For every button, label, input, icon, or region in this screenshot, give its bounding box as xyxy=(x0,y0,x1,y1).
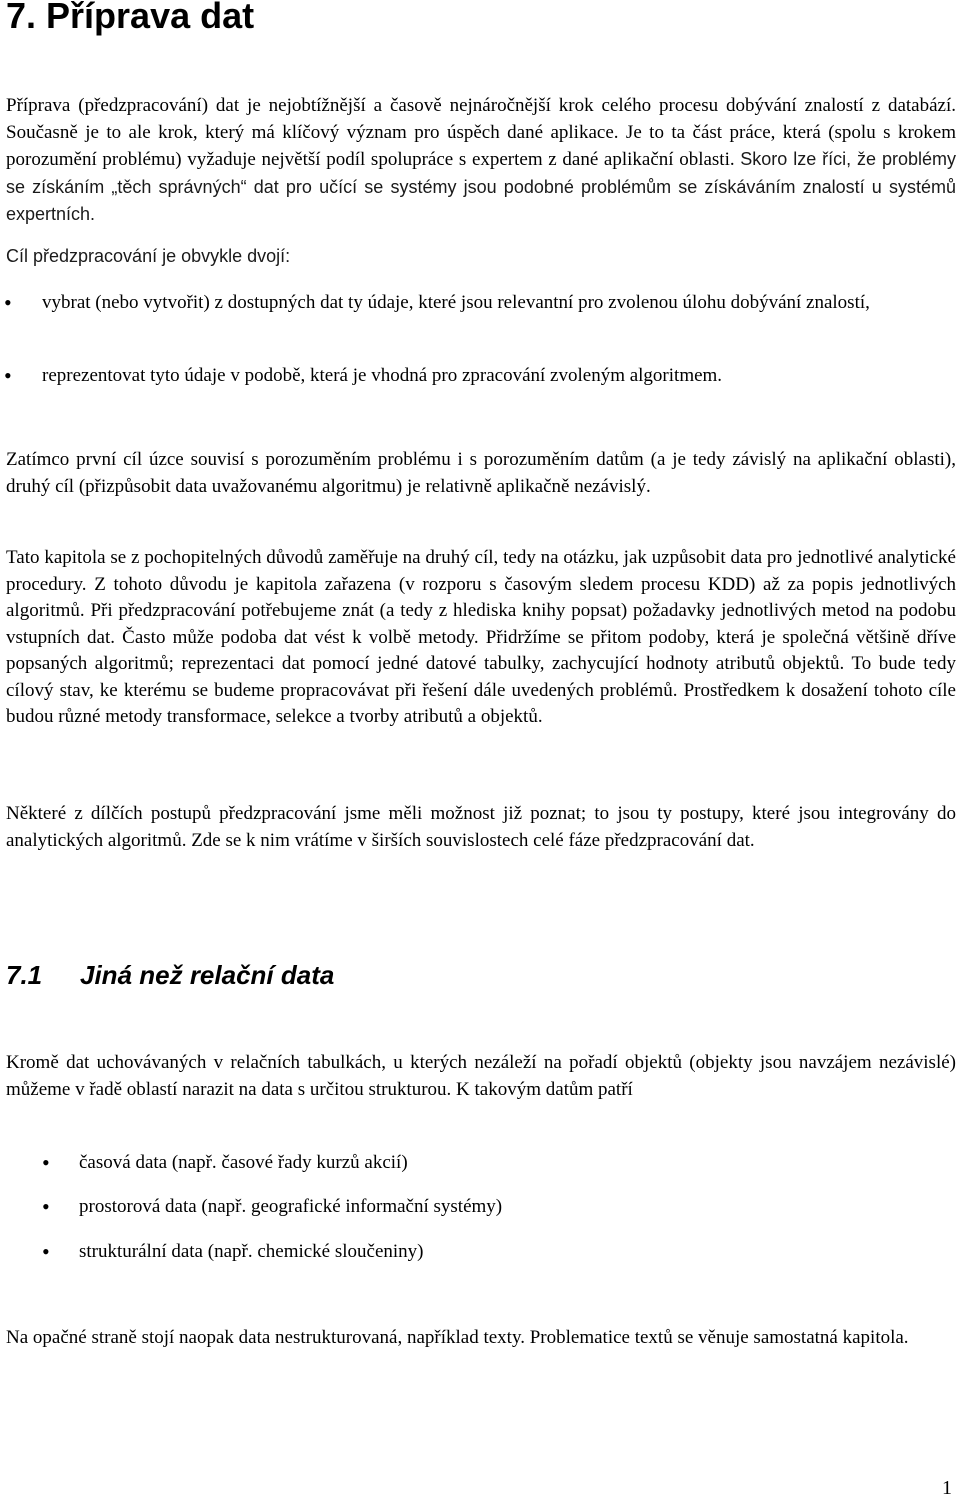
list-item-text: vybrat (nebo vytvořit) z dostupných dat ty údaje, které jsou relevantní pro zvolenou úlohu dobývání znalostí, xyxy=(42,292,870,313)
bullet-icon: • xyxy=(4,363,12,388)
chapter-title: 7. Příprava dat xyxy=(6,0,255,36)
closing-paragraph: Na opačné straně stojí naopak data nestrukturovaná, například texty. Problematice textů se věnuje samostatná kapitola. xyxy=(6,1327,909,1348)
list-item-text: strukturální data (např. chemické sloučeniny) xyxy=(79,1241,424,1262)
bullet-icon: • xyxy=(4,290,12,315)
paragraph: Zatímco první cíl úzce souvisí s porozuměním problému i s porozuměním datům (a je tedy závislý na aplikační oblasti), druhý cíl (přizpůsobit data uvažovanému algoritmu) je relativně aplikačně nezávislý. xyxy=(6,449,956,497)
goals-intro: Cíl předzpracování je obvykle dvojí: xyxy=(6,246,291,266)
paragraph: Tato kapitola se z pochopitelných důvodů zaměřuje na druhý cíl, tedy na otázku, jak uzpůsobit data pro jednotlivé analytické procedury. Z tohoto důvodu je kapitola zařazena (v rozporu s časovým sledem procesu KDD) až za popis jednotlivých algoritmů. Při předzpracování potřebujeme znát (a tedy z hlediska knihy popsat) požadavky jednotlivých metod na podobu vstupních dat. Často může podoba dat vést k volbě metody. Přidržíme se přitom podoby, která je společná většině dříve popsaných algoritmů; reprezentaci dat pomocí jedné datové tabulky, zachycující hodnoty atributů objektů. To bude tedy cílový stav, ke kterému se budeme propracovávat při řešení dále uvedených problémů. Prostředkem k dosažení tohoto cíle budou různé metody transformace, selekce a tvorby atributů a objektů. xyxy=(6,547,956,727)
intro-text-sans: Skoro lze říci, že problémy se získáním „těch správných“ dat pro učící se systémy jsou podobné problémům se získáváním znalostí u systémů expertních. xyxy=(6,149,956,224)
list-item-text: reprezentovat tyto údaje v podobě, která je vhodná pro zpracování zvoleným algoritmem. xyxy=(42,365,723,386)
list-item-text: prostorová data (např. geografické informační systémy) xyxy=(79,1196,503,1217)
section-intro: Kromě dat uchovávaných v relačních tabulkách, u kterých nezáleží na pořadí objektů (objekty jsou navzájem nezávislé) můžeme v řadě oblastí narazit na data s určitou strukturou. K takovým datům patří xyxy=(6,1052,956,1100)
section-number: 7.1 xyxy=(6,960,43,990)
intro-paragraph xyxy=(6,93,956,229)
bullet-icon: • xyxy=(42,1150,50,1175)
paragraph: Některé z dílčích postupů předzpracování jsme měli možnost již poznat; to jsou ty postupy, které jsou integrovány do analytických algoritmů. Zde se k nim vrátíme v širších souvislostech celé fáze předzpracování dat. xyxy=(6,803,956,851)
bullet-icon: • xyxy=(42,1239,50,1264)
bullet-icon: • xyxy=(42,1194,50,1219)
page-number: 1 xyxy=(942,1477,952,1499)
section-heading-text: Jiná než relační data xyxy=(80,960,335,990)
list-item-text: časová data (např. časové řady kurzů akcií) xyxy=(79,1152,408,1173)
section-title xyxy=(6,955,334,995)
intro-text: Příprava (předzpracování) dat je nejobtížnější a časově nejnáročnější krok celého procesu dobývání znalostí z databází. Současně je to ale krok, který má klíčový význam pro úspěch dané aplikace. Je to ta část práce, která (spolu s krokem porozumění problému) vyžaduje největší podíl spolupráce s expertem z dané aplikační oblasti. xyxy=(6,95,956,170)
